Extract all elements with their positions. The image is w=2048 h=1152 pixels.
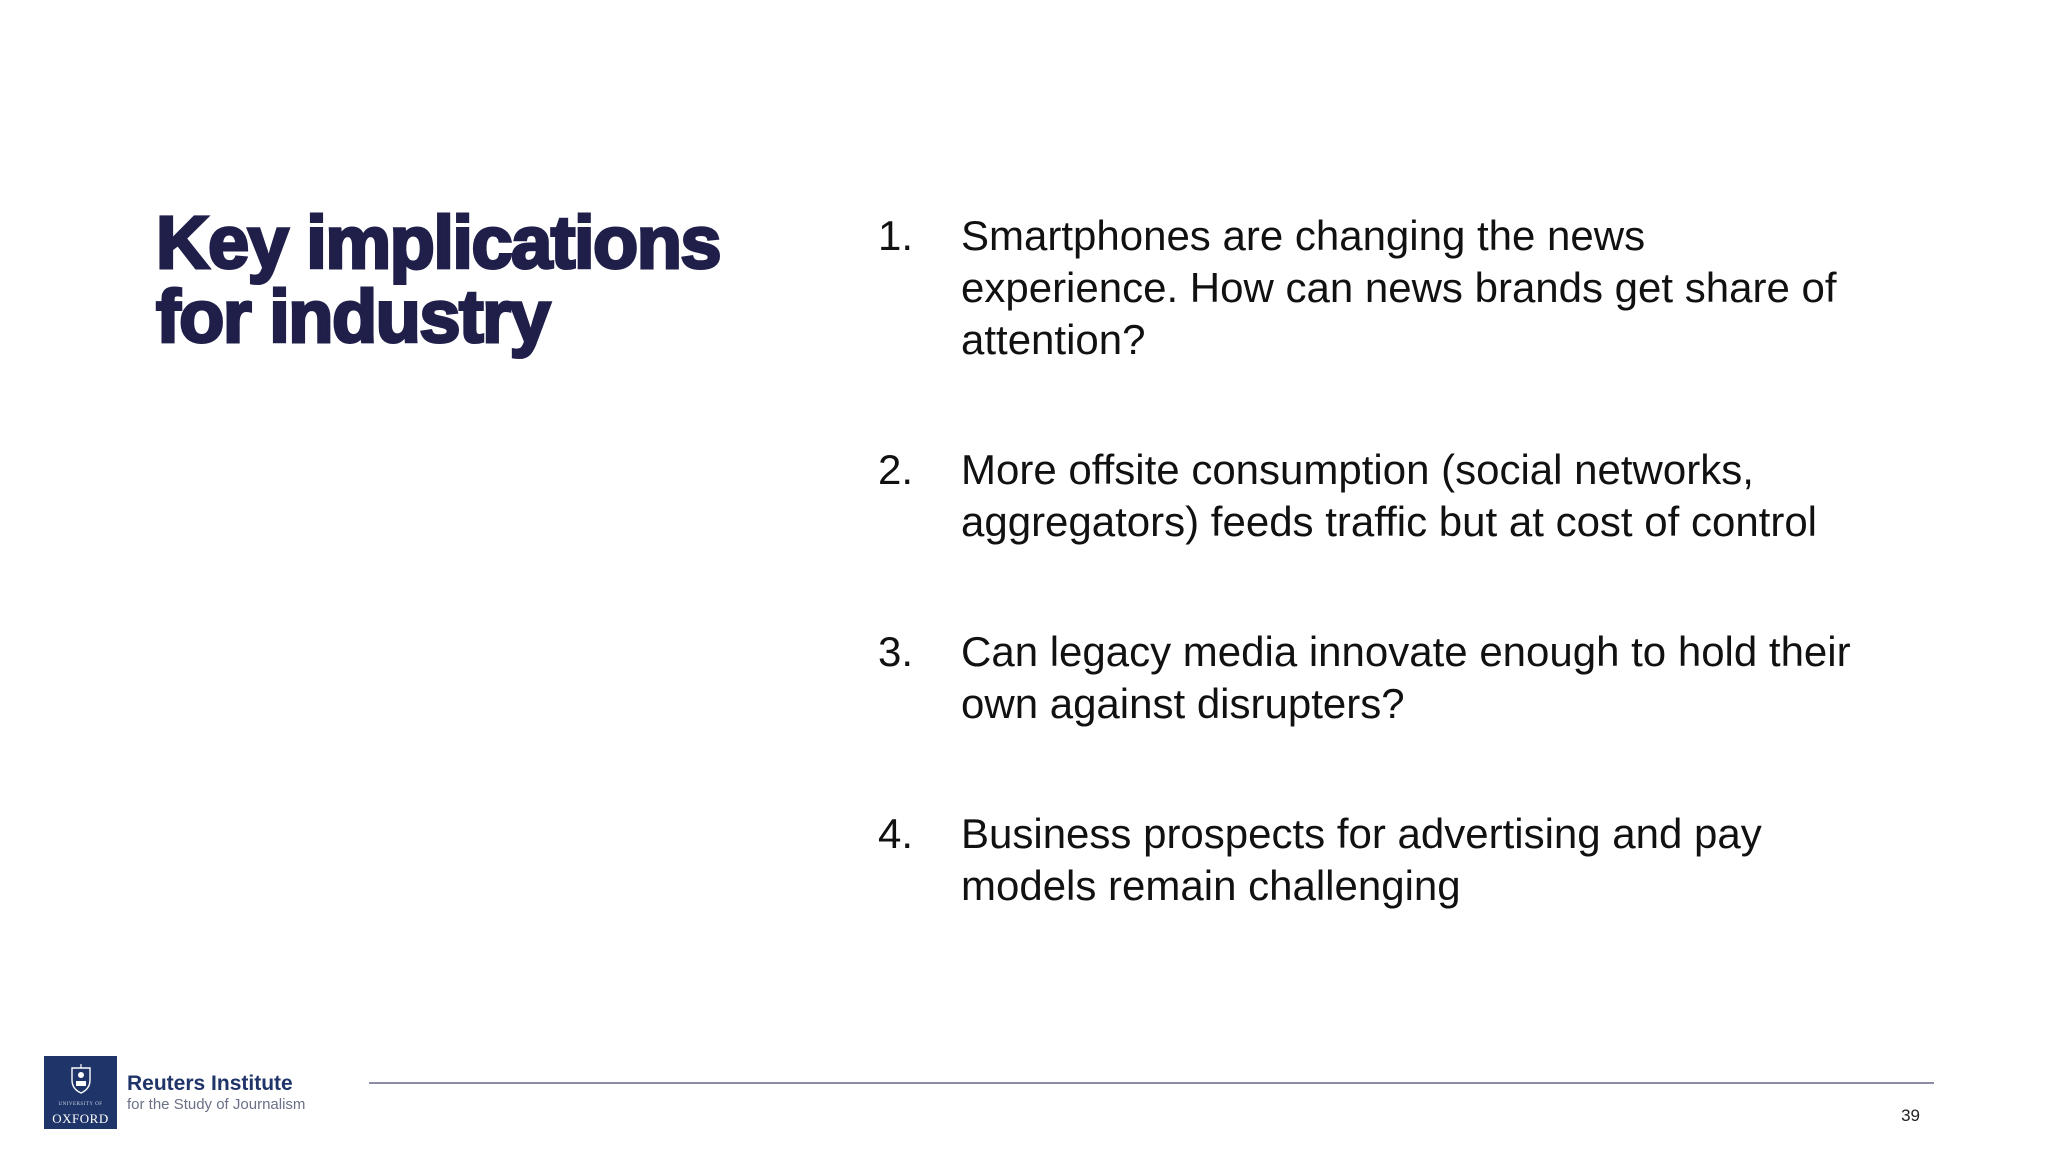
list-item [878,444,2021,548]
list-item-line: aggregators) feeds traffic but at cost of control [961,498,1818,545]
list-item-line: More offsite consumption (social networks, [961,446,1754,493]
list-item-line: own against disrupters? [961,680,1405,727]
list-item-line: Smartphones are changing the news [961,212,1646,259]
footer-divider [369,1082,1934,1084]
slide-title-line-1: Key implications [156,201,721,284]
logo-name: Reuters Institute [127,1071,293,1095]
oxford-small-text: UNIVERSITY OF [58,1102,103,1107]
list-item [878,210,2021,366]
list-item-line: models remain challenging [961,862,1461,909]
list-item-line: Business prospects for advertising and pay [961,810,1762,857]
reuters-institute-logo [44,1056,305,1129]
list-item-number: 2. [878,446,914,493]
list-item-line: attention? [961,316,1146,363]
list-item-number: 3. [878,628,914,675]
list-item [878,626,2021,730]
oxford-crest-icon [70,1064,92,1094]
list-item-number: 4. [878,810,914,857]
oxford-logo [44,1056,117,1129]
page-number: 39 [1901,1106,1920,1125]
list-item-number: 1. [878,212,914,259]
slide-title [156,201,856,358]
oxford-wordmark: OXFORD [52,1111,109,1126]
list-item [878,808,2021,912]
slide-title-line-2: for industry [156,275,550,358]
logo-subtitle: for the Study of Journalism [127,1095,306,1113]
list-item-line: Can legacy media innovate enough to hold their [961,628,1851,675]
list-item-line: experience. How can news brands get share of [961,264,1837,311]
logo-text [127,1072,305,1114]
